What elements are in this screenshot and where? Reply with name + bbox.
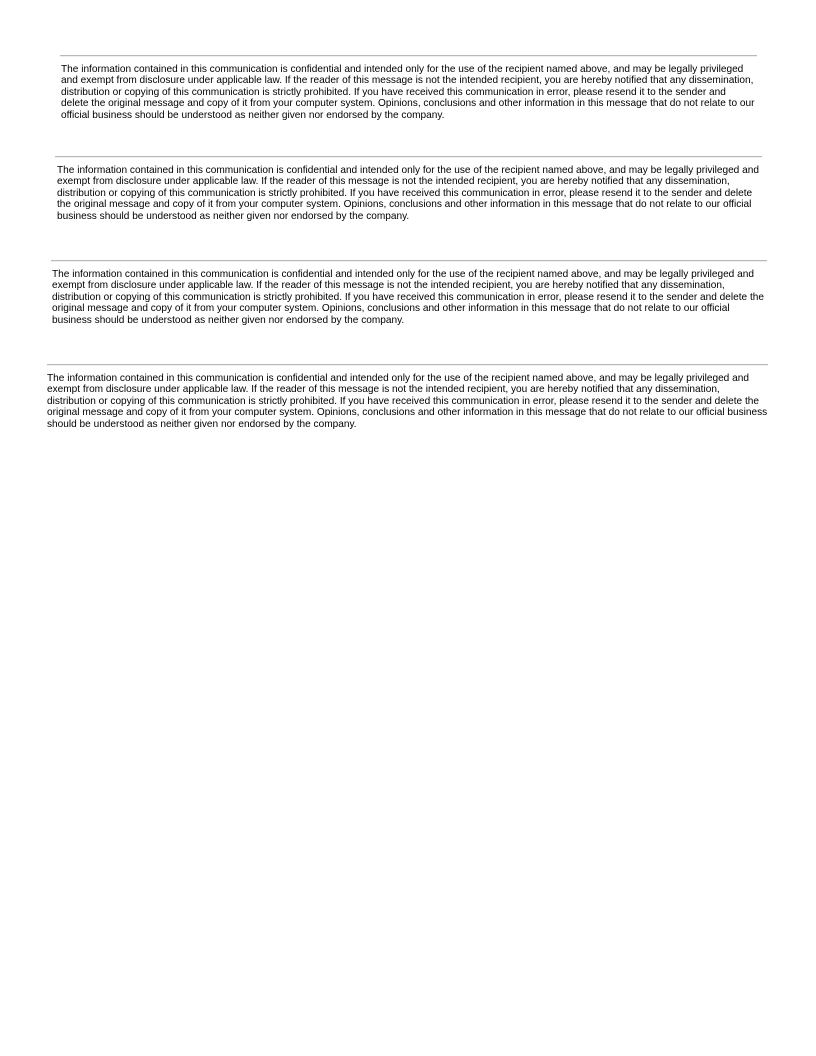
disclaimer-text: The information contained in this communication is confidential and intended only for the use of the recipient named above, and may be legally privileged and exempt from disclosure under applicable law. If the reader of this message is not the intended recipient, you are hereby notified that any dissemination, distribution or copying of this communication is strictly prohibited. If you have received this communication in error, please resend it to the sender and delete the original message and copy of it from your computer system. Opinions, conclusions and other information in this message that do not relate to our official business should be understood as neither given nor endorsed by the company. <box>57 165 759 222</box>
disclaimer-block-2 <box>55 156 762 222</box>
horizontal-rule <box>55 156 762 158</box>
disclaimer-block-3 <box>51 260 767 326</box>
horizontal-rule <box>47 364 768 366</box>
horizontal-rule <box>60 55 757 57</box>
disclaimer-block-1 <box>60 55 757 121</box>
disclaimer-text: The information contained in this communication is confidential and intended only for the use of the recipient named above, and may be legally privileged and exempt from disclosure under applicable law. If the reader of this message is not the intended recipient, you are hereby notified that any dissemination, distribution or copying of this communication is strictly prohibited. If you have received this communication in error, please resend it to the sender and delete the original message and copy of it from your computer system. Opinions, conclusions and other information in this message that do not relate to our official business should be understood as neither given nor endorsed by the company. <box>47 373 768 430</box>
disclaimer-block-4 <box>47 364 768 430</box>
disclaimer-text: The information contained in this communication is confidential and intended only for the use of the recipient named above, and may be legally privileged and exempt from disclosure under applicable law. If the reader of this message is not the intended recipient, you are hereby notified that any dissemination, distribution or copying of this communication is strictly prohibited. If you have received this communication in error, please resend it to the sender and delete the original message and copy of it from your computer system. Opinions, conclusions and other information in this message that do not relate to our official business should be understood as neither given nor endorsed by the company. <box>61 64 755 121</box>
disclaimer-text: The information contained in this communication is confidential and intended only for the use of the recipient named above, and may be legally privileged and exempt from disclosure under applicable law. If the reader of this message is not the intended recipient, you are hereby notified that any dissemination, distribution or copying of this communication is strictly prohibited. If you have received this communication in error, please resend it to the sender and delete the original message and copy of it from your computer system. Opinions, conclusions and other information in this message that do not relate to our official business should be understood as neither given nor endorsed by the company. <box>52 269 764 326</box>
horizontal-rule <box>51 260 767 262</box>
